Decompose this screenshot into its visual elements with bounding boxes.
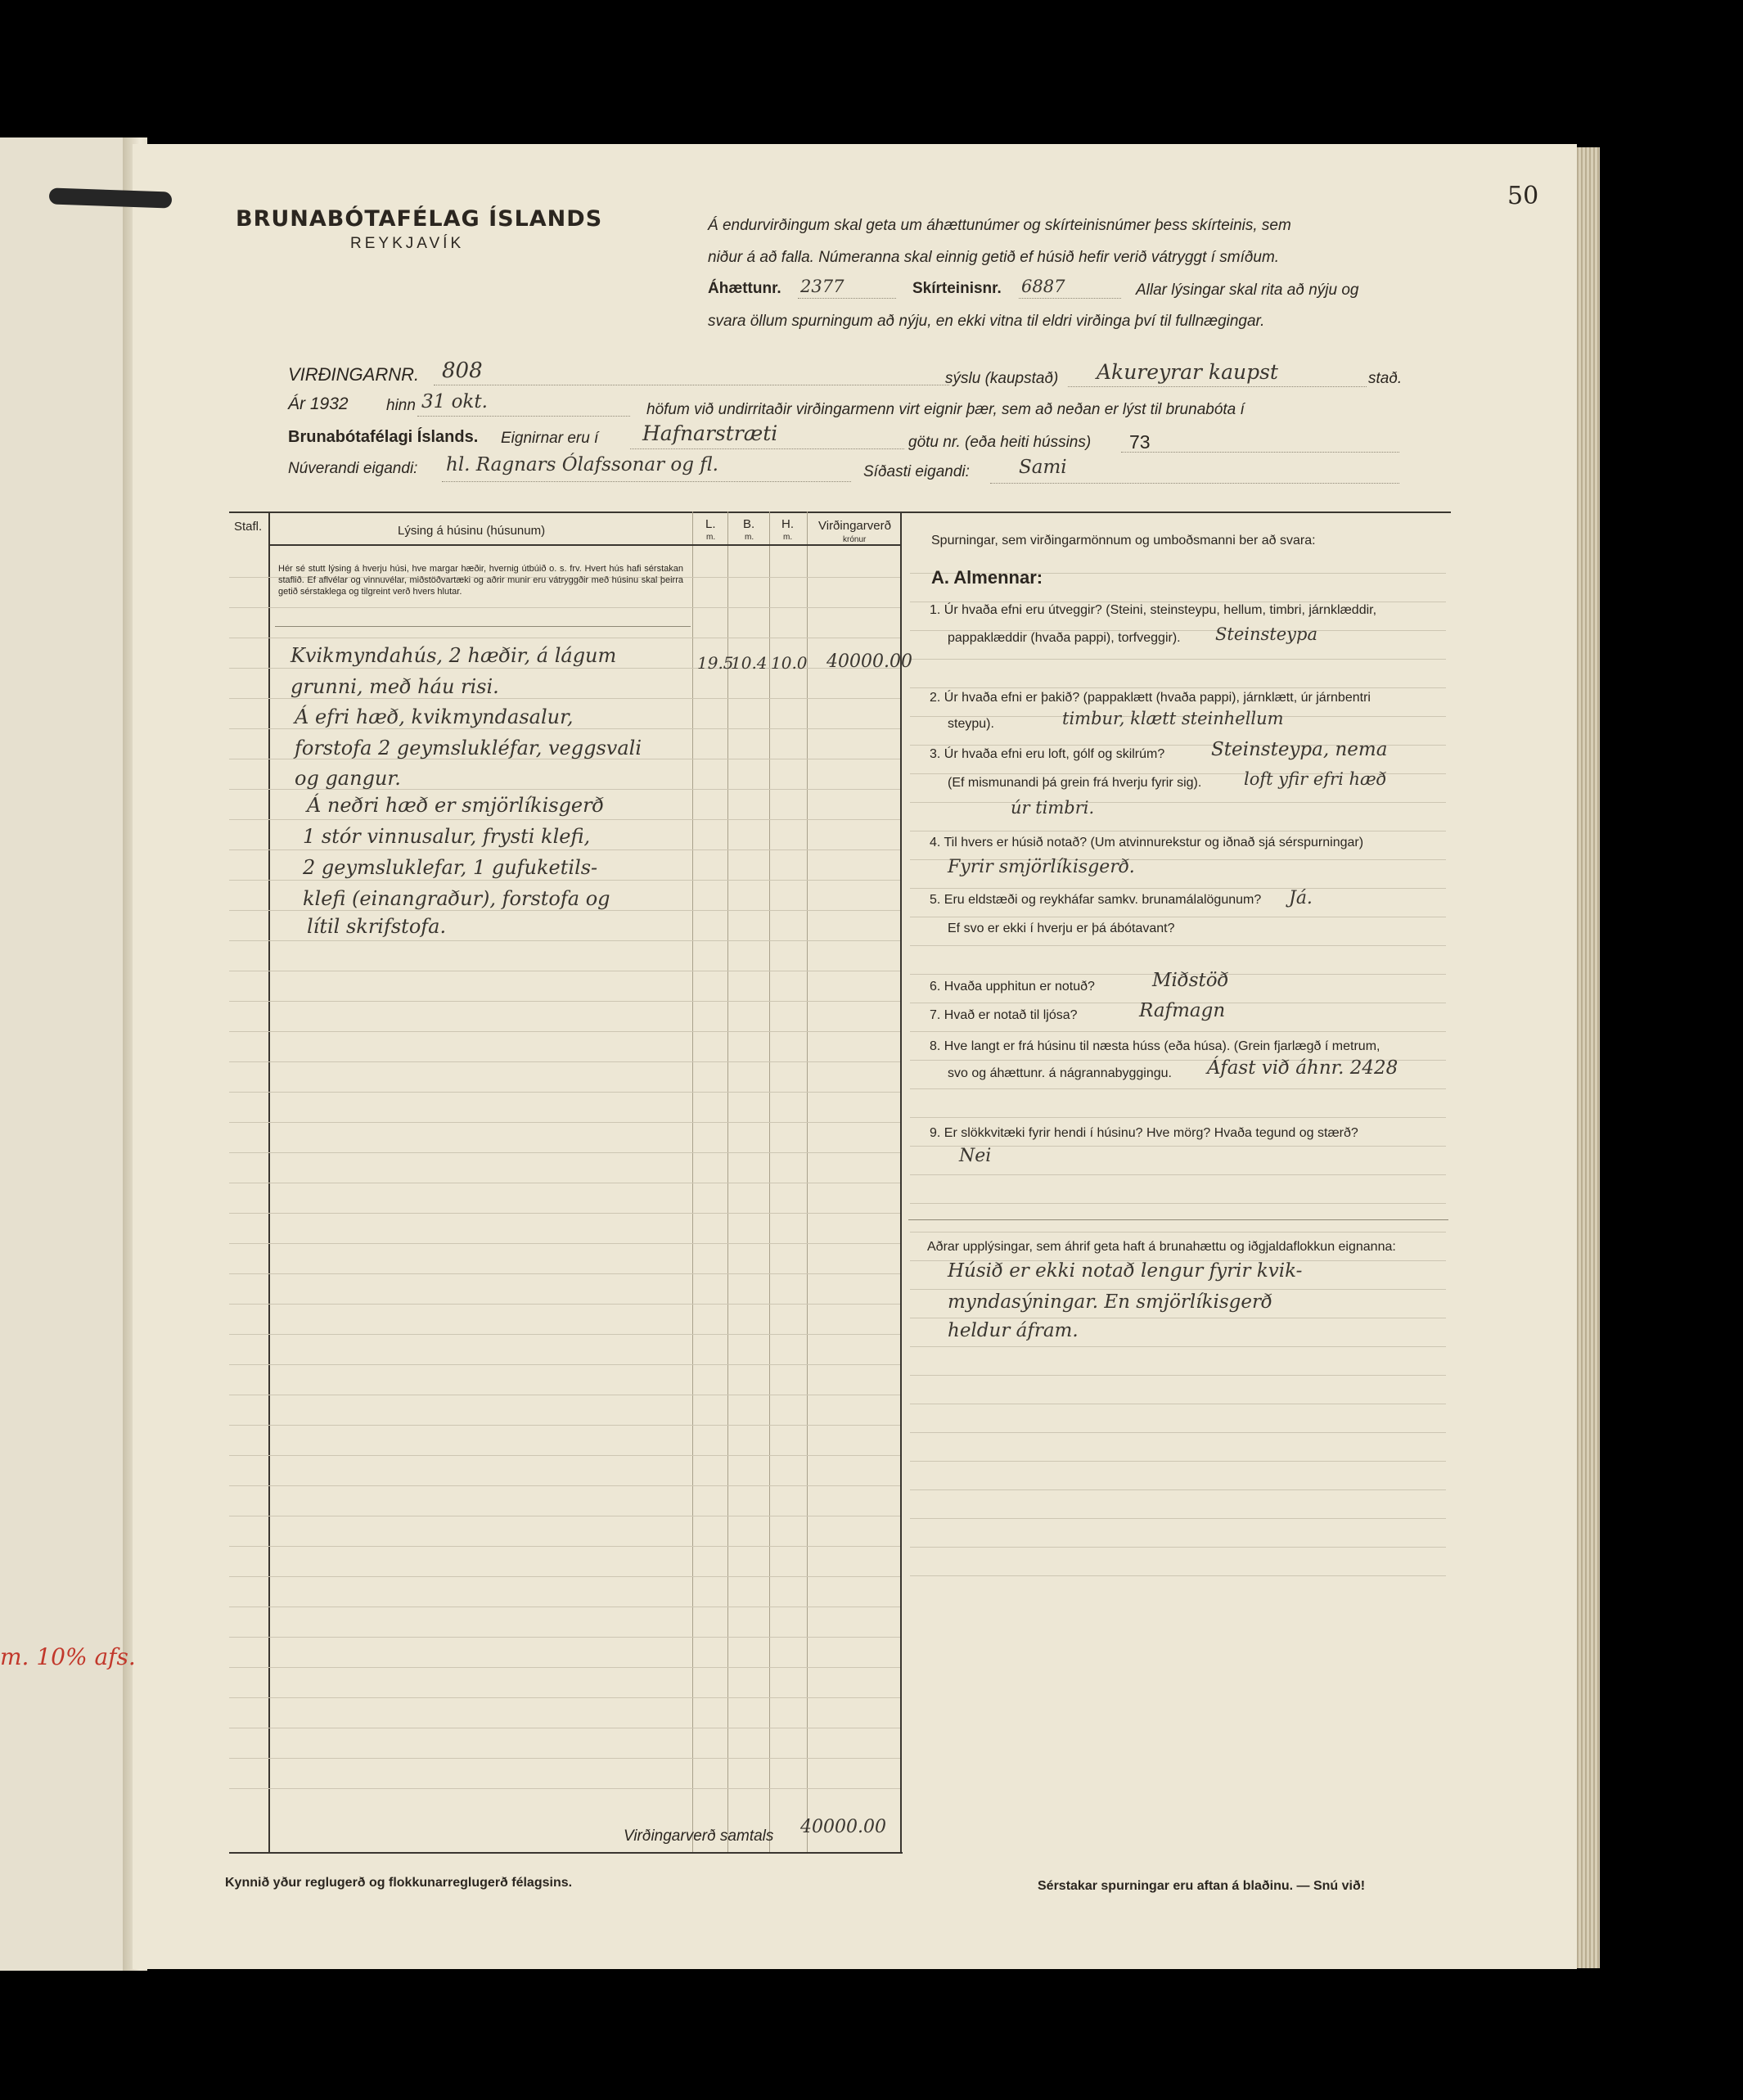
question-rule bbox=[910, 1489, 1446, 1490]
ledger-rule bbox=[229, 1576, 900, 1577]
ledger-rule bbox=[229, 1425, 900, 1426]
col-header-height: H. bbox=[781, 517, 794, 531]
owner-label: Núverandi eigandi: bbox=[288, 460, 418, 477]
ledger-rule bbox=[229, 1273, 900, 1274]
description-line: klefi (einangraður), forstofa og bbox=[303, 887, 610, 910]
valuation-number-label: VIRÐINGARNR. bbox=[288, 364, 420, 385]
company-bold: Brunabótafélagi Íslands. bbox=[288, 428, 479, 446]
ledger-rule bbox=[229, 1213, 900, 1214]
other-info-line: heldur áfram. bbox=[948, 1320, 1079, 1341]
question-rule bbox=[910, 1232, 1446, 1233]
ledger-rule bbox=[229, 1546, 900, 1547]
table-top-rule bbox=[229, 511, 1451, 513]
year-label: Ár 1932 bbox=[288, 394, 349, 413]
question-3a: 3. Úr hvaða efni eru loft, gólf og skilrúm? bbox=[930, 747, 1165, 761]
question-rule bbox=[910, 1461, 1446, 1462]
valuation-value: 40000.00 bbox=[826, 651, 912, 672]
footer-left: Kynnið yður reglugerð og flokkunarreglugerð félagsins. bbox=[225, 1876, 573, 1890]
ledger-rule bbox=[229, 698, 900, 699]
other-info-line: Húsið er ekki notað lengur fyrir kvik- bbox=[948, 1260, 1303, 1282]
col-divider-h bbox=[769, 511, 770, 1852]
page-number: 50 bbox=[1507, 182, 1539, 210]
question-rule bbox=[910, 1031, 1446, 1032]
table-bottom-rule bbox=[229, 1852, 903, 1854]
company-city: REYKJAVÍK bbox=[350, 235, 465, 252]
ledger-rule bbox=[229, 607, 900, 608]
ledger-rule bbox=[229, 1455, 900, 1456]
question-rule bbox=[910, 1117, 1446, 1118]
question-rule bbox=[910, 1289, 1446, 1290]
question-1a: 1. Úr hvaða efni eru útveggir? (Steini, steinsteypu, hellum, timbri, járnklæddir, bbox=[930, 603, 1377, 617]
footer-right: Sérstakar spurningar eru aftan á blaðinu. — Snú við! bbox=[1038, 1879, 1366, 1893]
ledger-rule bbox=[229, 1334, 900, 1335]
ledger-rule bbox=[229, 1122, 900, 1123]
ledger-rule bbox=[229, 1031, 900, 1032]
question-rule bbox=[910, 1088, 1446, 1089]
ledger-rule bbox=[229, 1637, 900, 1638]
owner-value: hl. Ragnars Ólafssonar og fl. bbox=[446, 454, 718, 475]
district-value: Akureyrar kaupst bbox=[1097, 360, 1278, 384]
questions-section-title: A. Almennar: bbox=[931, 567, 1043, 588]
col-header-stafl: Stafl. bbox=[234, 520, 263, 534]
answer-5: Já. bbox=[1289, 888, 1313, 908]
question-rule bbox=[910, 1432, 1446, 1433]
valuation-number-value: 808 bbox=[442, 358, 483, 383]
question-6: 6. Hvaða upphitun er notuð? bbox=[930, 980, 1095, 994]
ledger-rule bbox=[229, 819, 900, 820]
description-line: 1 stór vinnusalur, frysti klefi, bbox=[303, 825, 591, 848]
question-rule bbox=[910, 888, 1446, 889]
description-line: Á neðri hæð er smjörlíkisgerð bbox=[307, 794, 605, 817]
ledger-rule bbox=[229, 1788, 900, 1789]
ledger-rule bbox=[229, 940, 900, 941]
answer-3b: loft yfir efri hæð bbox=[1244, 769, 1387, 789]
previous-owner-label: Síðasti eigandi: bbox=[863, 463, 970, 480]
col-divider-l bbox=[692, 511, 693, 1852]
description-line: Kvikmyndahús, 2 hæðir, á lágum bbox=[290, 644, 617, 667]
description-line: lítil skrifstofa. bbox=[307, 915, 447, 938]
ledger-rule bbox=[229, 880, 900, 881]
intro-line-3: Allar lýsingar skal rita að nýju og bbox=[1136, 282, 1359, 299]
ledger-rule bbox=[229, 1667, 900, 1668]
street-number: 73 bbox=[1129, 431, 1151, 453]
owner-line bbox=[442, 481, 851, 482]
ledger-rule bbox=[229, 1243, 900, 1244]
col-unit-height: m. bbox=[783, 533, 793, 542]
col-divider-questions bbox=[900, 511, 902, 1852]
question-2a: 2. Úr hvaða efni er þakið? (pappaklætt (hvaða pappi), járnklætt, úr járnbentri bbox=[930, 691, 1371, 705]
instructions-rule bbox=[275, 626, 691, 627]
answer-7: Rafmagn bbox=[1139, 1000, 1226, 1021]
description-line: grunni, með háu risi. bbox=[290, 675, 499, 698]
risk-number-label: Áhættunr. bbox=[708, 280, 781, 297]
answer-9: Nei bbox=[959, 1146, 992, 1166]
street-number-line bbox=[1121, 452, 1399, 453]
question-rule bbox=[910, 1575, 1446, 1576]
intro-line-1: Á endurvirðingum skal geta um áhættunúmer og skírteinisnúmer þess skírteinis, sem bbox=[708, 217, 1291, 234]
ledger-rule bbox=[229, 1061, 900, 1062]
breadth-value: 10.4 bbox=[731, 653, 768, 673]
answer-6: Miðstöð bbox=[1152, 970, 1229, 991]
answer-4: Fyrir smjörlíkisgerð. bbox=[948, 857, 1135, 877]
question-rule bbox=[910, 1547, 1446, 1548]
ledger-rule bbox=[229, 1304, 900, 1305]
col-unit-value: krónur bbox=[843, 535, 867, 544]
length-value: 19.5 bbox=[697, 653, 734, 673]
district-line bbox=[1068, 386, 1367, 387]
previous-owner-value: Sami bbox=[1019, 457, 1067, 478]
street-label: götu nr. (eða heiti hússins) bbox=[908, 434, 1092, 451]
description-line: 2 geymsluklefar, 1 gufuketils- bbox=[303, 856, 598, 879]
risk-number-value: 2377 bbox=[800, 277, 844, 296]
col-header-description: Lýsing á húsinu (húsunum) bbox=[398, 524, 546, 538]
description-line: Á efri hæð, kvikmyndasalur, bbox=[295, 705, 574, 728]
ledger-rule bbox=[229, 1364, 900, 1365]
ledger-rule bbox=[229, 728, 900, 729]
col-header-length: L. bbox=[705, 517, 716, 531]
intro-line-2: niður á að falla. Númeranna skal einnig getið ef húsið hefir verið vátryggt í smíðum. bbox=[708, 249, 1280, 266]
question-4: 4. Til hvers er húsið notað? (Um atvinnurekstur og iðnað sjá sérspurningar) bbox=[930, 836, 1364, 849]
question-8b: svo og áhættunr. á nágrannabyggingu. bbox=[948, 1066, 1172, 1080]
col-header-value: Virðingarverð bbox=[818, 519, 891, 533]
margin-note: m. 10% afs. bbox=[0, 1643, 136, 1670]
question-7: 7. Hvað er notað til ljósa? bbox=[930, 1008, 1078, 1022]
ledger-rule bbox=[229, 1697, 900, 1698]
question-rule bbox=[910, 1518, 1446, 1519]
question-2b: steypu). bbox=[948, 717, 994, 731]
col-header-breadth: B. bbox=[743, 517, 755, 531]
day-value: 31 okt. bbox=[421, 391, 488, 412]
street-value: Hafnarstræti bbox=[642, 421, 778, 445]
ledger-rule bbox=[229, 849, 900, 850]
height-value: 10.0 bbox=[771, 653, 808, 673]
question-rule bbox=[910, 1375, 1446, 1376]
col-divider-stafl bbox=[268, 511, 270, 1852]
answer-1: Steinsteypa bbox=[1215, 624, 1317, 644]
total-value: 40000.00 bbox=[800, 1817, 886, 1837]
other-info-line: myndasýningar. En smjörlíkisgerð bbox=[948, 1291, 1272, 1313]
question-rule bbox=[910, 1174, 1446, 1175]
col-unit-length: m. bbox=[706, 533, 716, 542]
street-line bbox=[630, 448, 904, 449]
company-name: BRUNABÓTAFÉLAG ÍSLANDS bbox=[236, 206, 603, 232]
question-rule bbox=[910, 659, 1446, 660]
other-info-label: Aðrar upplýsingar, sem áhrif geta haft á brunahættu og iðgjaldaflokkun eignanna: bbox=[927, 1240, 1396, 1254]
question-8a: 8. Hve langt er frá húsinu til næsta húss (eða húsa). (Grein fjarlægð í metrum, bbox=[930, 1039, 1380, 1053]
risk-number-line bbox=[798, 298, 896, 299]
answer-8: Áfast við áhnr. 2428 bbox=[1207, 1057, 1398, 1079]
total-label: Virðingarverð samtals bbox=[624, 1827, 774, 1845]
ledger-rule bbox=[229, 1001, 900, 1002]
declaration-text: höfum við undirritaðir virðingarmenn virt eignir þær, sem að neðan er lýst til brunabóta í bbox=[646, 401, 1245, 418]
question-5b: Ef svo er ekki í hverju er þá ábótavant? bbox=[948, 922, 1175, 935]
ledger-rule bbox=[229, 1092, 900, 1093]
question-rule bbox=[910, 687, 1446, 688]
question-rule bbox=[910, 1346, 1446, 1347]
day-line bbox=[417, 416, 630, 417]
question-rule bbox=[910, 1203, 1446, 1204]
col-divider-value bbox=[807, 511, 808, 1852]
instructions-text: Hér sé stutt lýsing á hverju húsi, hve margar hæðir, hvernig útbúið o. s. frv. Hvert hús hafi sérstakan staflið. Ef aflvélar og vinnuvélar, miðstöðvartæki og aðrir munir eru vátryggðir með húsinu skal þeirra getið sérstaklega og tilgreint verð hvers hlutar. bbox=[278, 564, 683, 597]
previous-owner-line bbox=[990, 483, 1399, 484]
col-divider-b bbox=[727, 511, 728, 1852]
district-label: sýslu (kaupstað) bbox=[945, 370, 1059, 387]
answer-2: timbur, klætt steinhellum bbox=[1062, 709, 1284, 728]
ledger-rule bbox=[229, 1758, 900, 1759]
certificate-number-line bbox=[1019, 298, 1121, 299]
answer-3a: Steinsteypa, nema bbox=[1211, 739, 1388, 760]
header-bottom-rule bbox=[268, 544, 900, 546]
certificate-number-value: 6887 bbox=[1021, 277, 1065, 296]
other-info-rule bbox=[908, 1219, 1448, 1220]
day-label: hinn bbox=[386, 397, 416, 414]
question-1b: pappaklæddir (hvaða pappi), torfveggir). bbox=[948, 631, 1181, 645]
page-edges bbox=[1577, 147, 1600, 1968]
property-label: Eignirnar eru í bbox=[501, 430, 599, 447]
question-3b: (Ef mismunandi þá grein frá hverju fyrir sig). bbox=[948, 776, 1202, 790]
col-unit-breadth: m. bbox=[745, 533, 754, 542]
ledger-rule bbox=[229, 1485, 900, 1486]
district-suffix: stað. bbox=[1368, 370, 1403, 387]
description-line: og gangur. bbox=[295, 767, 401, 790]
answer-3c: úr timbri. bbox=[1011, 798, 1095, 818]
question-9: 9. Er slökkvitæki fyrir hendi í húsinu? Hve mörg? Hvaða tegund og stærð? bbox=[930, 1126, 1358, 1140]
facing-page bbox=[0, 137, 143, 1971]
description-line: forstofa 2 geymslukléfar, veggsvali bbox=[295, 737, 642, 759]
ledger-rule bbox=[229, 910, 900, 911]
certificate-number-label: Skírteinisnr. bbox=[912, 280, 1002, 297]
intro-line-4: svara öllum spurningum að nýju, en ekki vitna til eldri virðinga því til fullnægingar. bbox=[708, 313, 1265, 330]
question-rule bbox=[910, 945, 1446, 946]
ledger-rule bbox=[229, 1152, 900, 1153]
questions-intro: Spurningar, sem virðingarmönnum og umboðsmanni ber að svara: bbox=[931, 534, 1316, 548]
question-5a: 5. Eru eldstæði og reykháfar samkv. brunamálalögunum? bbox=[930, 893, 1262, 907]
question-rule bbox=[910, 802, 1446, 803]
